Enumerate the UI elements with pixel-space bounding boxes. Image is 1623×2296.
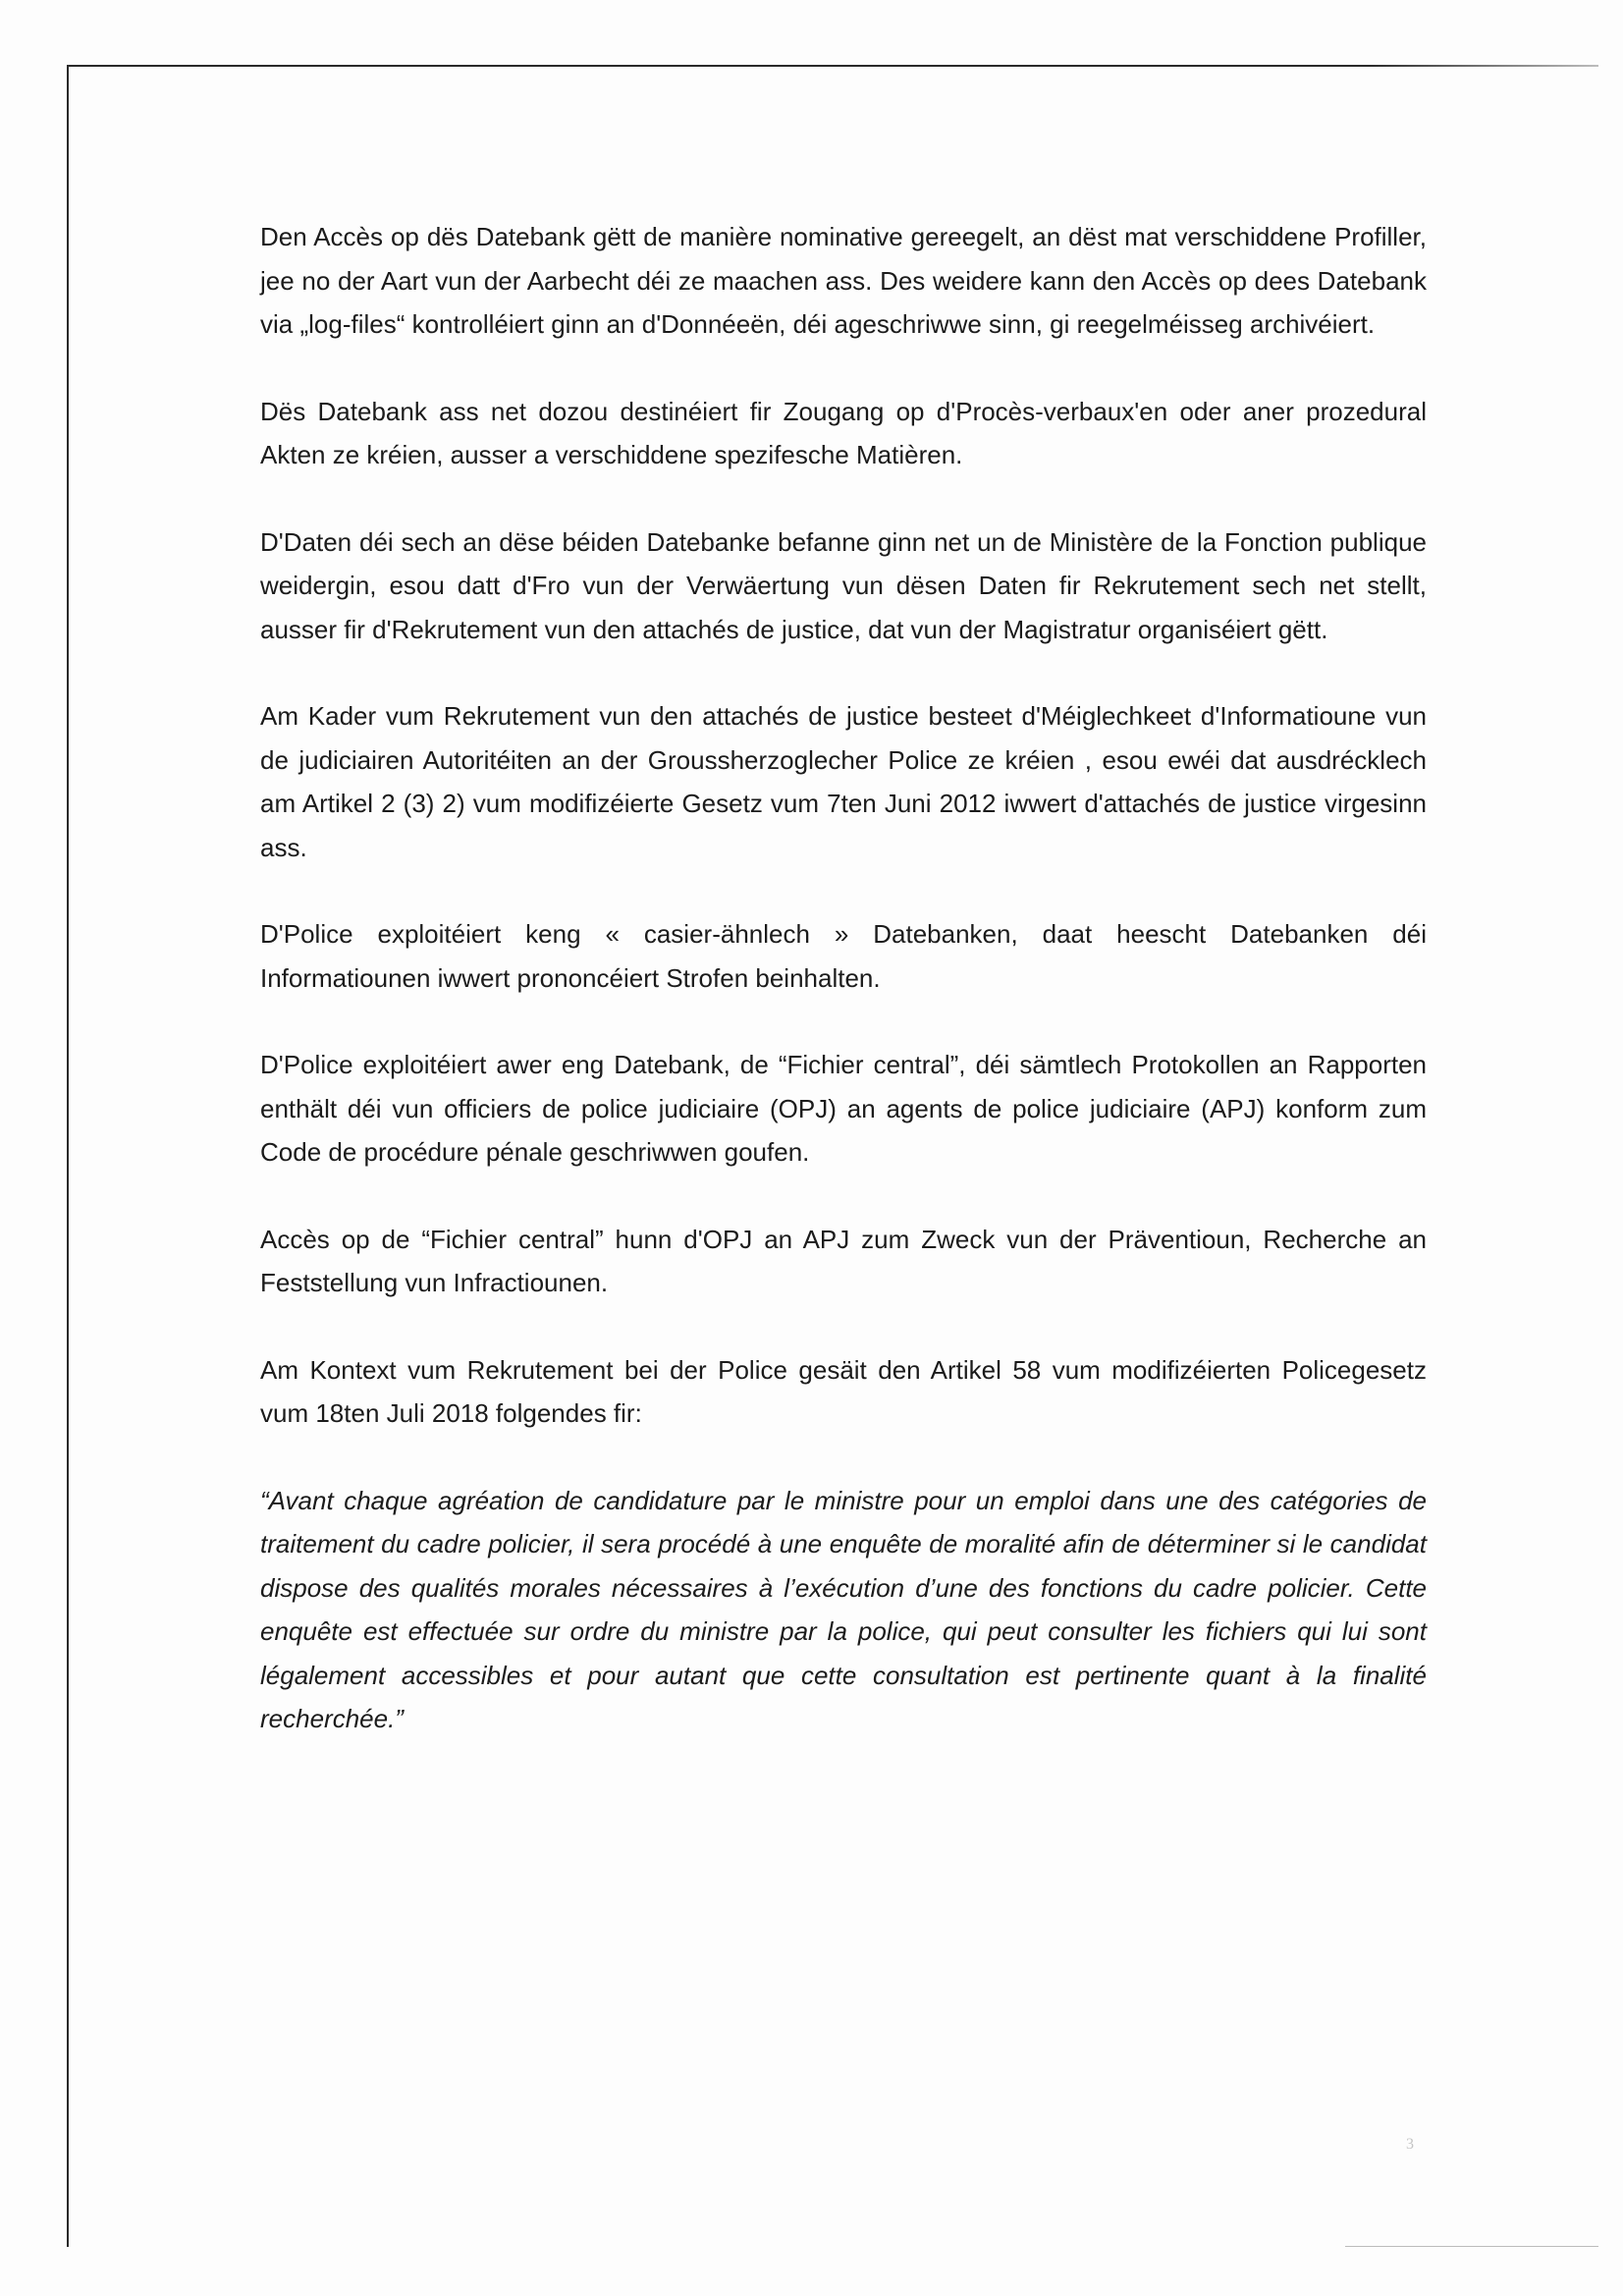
paragraph-database-purpose: Dës Datebank ass net dozou destinéiert fir Zougang op d'Procès-verbaux'en oder aner prozedural Akten ze kréien, ausser a verschiddene spezifesche Matièren. — [260, 396, 1427, 469]
paragraph-database-access: Den Accès op dës Datebank gëtt de manière nominative gereegelt, an dëst mat verschiddene Profiller, jee no der Aart vun der Aarbecht déi ze maachen ass. Des weidere kann den Accès op dees Datebank via „log-files“ kontrolléiert ginn an d'Donnéeën, déi ageschriwwe sinn, gi reegelméisseg archivéiert. — [260, 222, 1427, 339]
left-border-line — [67, 65, 69, 2247]
paragraph-police-recruitment: Am Kontext vum Rekrutement bei der Police gesäit den Artikel 58 vum modifizéierten Policegesetz vum 18ten Juli 2018 folgendes fir: — [260, 1354, 1427, 1428]
page-number: 3 — [1406, 2136, 1414, 2153]
document-body — [260, 215, 1427, 1784]
paragraph-attaches-de-justice: Am Kader vum Rekrutement vun den attachés de justice besteet d'Méiglechkeet d'Informatioune vun de judiciairen Autoritéiten an der Groussherzoglecher Police ze kréien , esou ewéi dat ausdrécklech am Artikel 2 (3) 2) vum modifizéierte Gesetz vum 7ten Juni 2012 iwwert d'attachés de justice virgesinn ass. — [260, 701, 1427, 862]
top-border-line — [67, 65, 1598, 67]
paragraph-fichier-access: Accès op de “Fichier central” hunn d'OPJ an APJ zum Zweck vun der Präventioun, Recherche an Feststellung vun Infractiounen. — [260, 1224, 1427, 1297]
paragraph-casier-databases: D'Police exploitéiert keng « casier-ähnlech » Datebanken, daat heescht Datebanken déi Informatiounen iwwert prononcéiert Strofen beinhalten. — [260, 919, 1427, 993]
quoted-law-article: “Avant chaque agréation de candidature par le ministre pour un emploi dans une des catégories de traitement du cadre policier, il sera procédé à une enquête de moralité afin de déterminer si le candidat dispose des qualités morales nécessaires à l’exécution d’une des fonctions du cadre policier. Cette enquête est effectuée sur ordre du ministre par la police, qui peut consulter les fichiers qui lui sont légalement accessibles et pour autant que cette consultation est pertinente quant à la finalité recherchée.” — [260, 1485, 1427, 1733]
paragraph-fichier-central: D'Police exploitéiert awer eng Datebank, de “Fichier central”, déi sämtlech Protokollen an Rapporten enthält déi vun officiers de police judiciaire (OPJ) an agents de police judiciaire (APJ) konform zum Code de procédure pénale geschriwwen goufen. — [260, 1050, 1427, 1167]
bottom-border-line — [1345, 2246, 1598, 2247]
paragraph-data-sharing: D'Daten déi sech an dëse béiden Datebanke befanne ginn net un de Ministère de la Fonction publique weidergin, esou datt d'Fro vun der Verwäertung vun dësen Daten fir Rekrutement sech net stellt, ausser fir d'Rekrutement vun den attachés de justice, dat vun der Magistratur organiséiert gëtt. — [260, 526, 1427, 644]
